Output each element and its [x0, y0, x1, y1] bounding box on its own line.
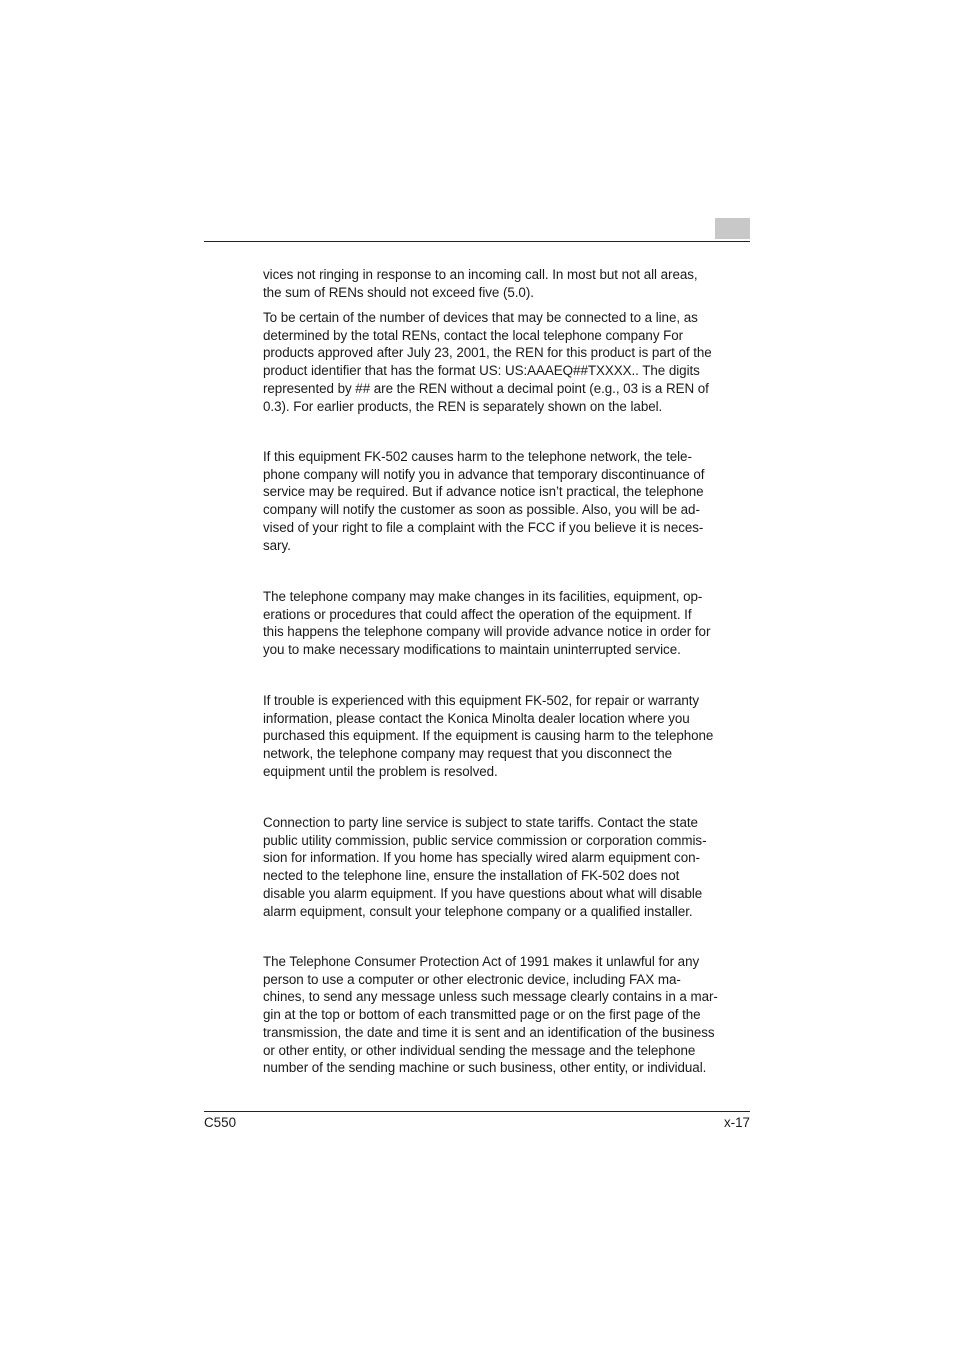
paragraph-ren-sum: vices not ringing in response to an incoming call. In most but not all areas, the sum of RENs should not exceed five (5.0). — [263, 267, 698, 300]
footer-rule — [204, 1111, 750, 1112]
paragraph-facility-changes: The telephone company may make changes in its facilities, equipment, op- erations or procedures that could affect the operation of the equipment. If this happens the telephone company will provide advance notice in order for you to make necessary modifications to maintain uninterrupted service. — [263, 589, 711, 658]
footer-model: C550 — [204, 1115, 237, 1130]
paragraph-trouble-repair: If trouble is experienced with this equipment FK-502, for repair or warranty information, please contact the Konica Minolta dealer location where you purchased this equipment. If the equipment is causing harm to the telephone network, the telephone company may request that you disconnect the equipment until the problem is resolved. — [263, 693, 714, 779]
chapter-tab-marker — [715, 218, 750, 239]
paragraph-party-line: Connection to party line service is subject to state tariffs. Contact the state public utility commission, public service commission or corporation commis- sion for information. If you home has specially wired alarm equipment con- nected to the telephone line, ensure the installation of FK-502 does not disable you alarm equipment. If you have questions about what will disable alarm equipment, consult your telephone company or a qualified installer. — [263, 815, 707, 919]
paragraph-network-harm: If this equipment FK-502 causes harm to the telephone network, the tele- phone company will notify you in advance that temporary discontinuance of service may be required. But if advance notice isn’t practical, the telephone company will notify the customer as soon as possible. Also, you will be ad- vised of your right to file a complaint with the FCC if you believe it is neces- sary. — [263, 449, 705, 553]
paragraph-ren-format: To be certain of the number of devices that may be connected to a line, as determined by the total RENs, contact the local telephone company For products approved after July 23, 2001, the REN for this product is part of the product identifier that has the format US: US:AAAEQ##TXXXX.. The digits represented by ## are the REN without a decimal point (e.g., 03 is a REN of 0.3). For earlier products, the REN is separately shown on the label. — [263, 310, 712, 414]
paragraph-tcpa: The Telephone Consumer Protection Act of 1991 makes it unlawful for any person to use a computer or other electronic device, including FAX ma- chines, to send any message unless such message clearly contains in a mar- gin at the top or bottom of each transmitted page or on the first page of the transmission, the date and time it is sent and an identification of the business or other entity, or other individual sending the message and the telephone number of the sending machine or such business, other entity, or individual. — [263, 954, 718, 1076]
header-rule — [204, 241, 750, 242]
footer-page-number: x-17 — [723, 1115, 750, 1130]
